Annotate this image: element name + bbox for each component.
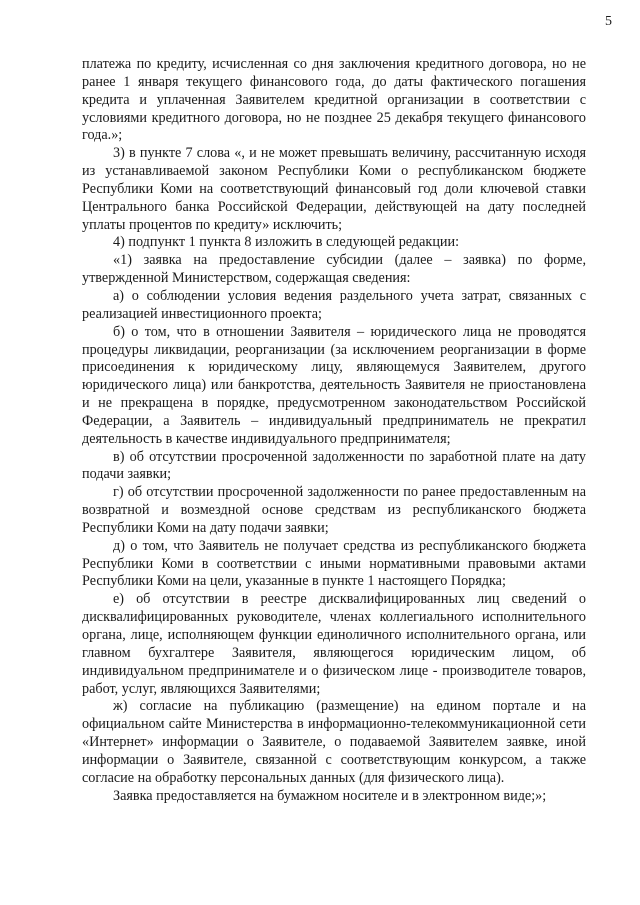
paragraph-subitem-e: е) об отсутствии в реестре дисквалифицированных лиц сведений о дисквалифицированных руководителе, членах коллегиального исполнительного органа, лице, исполняющем функции единоличного исполнительного органа, или главном бухгалтере Заявителя, являющегося юридическим лицом, об индивидуальном предпринимателе и о физическом лице - производителе товаров, работ, услуг, являющихся Заявителями; bbox=[82, 591, 586, 697]
paragraph-subitem-1: «1) заявка на предоставление субсидии (далее – заявка) по форме, утвержденной Министерством, содержащая сведения: bbox=[82, 252, 586, 287]
paragraph-subitem-a: а) о соблюдении условия ведения раздельного учета затрат, связанных с реализацией инвестиционного проекта; bbox=[82, 287, 586, 322]
paragraph-item-4: 4) подпункт 1 пункта 8 изложить в следующей редакции: bbox=[113, 234, 460, 251]
paragraph-closing: Заявка предоставляется на бумажном носителе и в электронном виде;»; bbox=[113, 787, 547, 804]
document-body bbox=[82, 56, 586, 805]
paragraph-subitem-v: в) об отсутствии просроченной задолженности по заработной плате на дату подачи заявки; bbox=[82, 448, 586, 483]
paragraph-continuation: платежа по кредиту, исчисленная со дня заключения кредитного договора, но не ранее 1 января текущего финансового года, до даты фактического погашения кредита и уплаченная Заявителем кредитной организации в соответствии с условиями кредитного договора, но не позднее 25 декабря текущего финансового года.»; bbox=[82, 56, 586, 144]
page-number: 5 bbox=[605, 14, 612, 29]
paragraph-subitem-zh: ж) согласие на публикацию (размещение) на едином портале и на официальном сайте Министерства в информационно-телекоммуникационной сети «Интернет» информации о Заявителе, о подаваемой Заявителем заявке, иной информации о Заявителе, связанной с соответствующим конкурсом, а также согласие на обработку персональных данных (для физического лица). bbox=[82, 698, 586, 786]
paragraph-subitem-g: г) об отсутствии просроченной задолженности по ранее предоставленным на возвратной и возмездной основе средствам из республиканского бюджета Республики Коми на дату подачи заявки; bbox=[82, 484, 586, 536]
paragraph-subitem-d: д) о том, что Заявитель не получает средства из республиканского бюджета Республики Коми в соответствии с иными нормативными правовыми актами Республики Коми на цели, указанные в пункте 1 настоящего Порядка; bbox=[82, 537, 586, 590]
paragraph-item-3: 3) в пункте 7 слова «, и не может превышать величину, рассчитанную исходя из устанавливаемой законом Республики Коми о республиканском бюджете Республики Коми на соответствующий финансовый год доли ключевой ставки Центрального банка Российской Федерации, действующей на дату последней уплаты процентов по кредиту» исключить; bbox=[82, 145, 586, 233]
paragraph-subitem-b: б) о том, что в отношении Заявителя – юридического лица не проводятся процедуры ликвидации, реорганизации (за исключением реорганизации в форме присоединения к юридическому лицу, являющемуся Заявителем, другого юридического лица) или банкротства, деятельность Заявителя не приостановлена и не прекращена в порядке, предусмотренном законодательством Российской Федерации, а Заявитель – индивидуальный предприниматель не прекратил деятельность в качестве индивидуального предпринимателя; bbox=[82, 323, 586, 447]
